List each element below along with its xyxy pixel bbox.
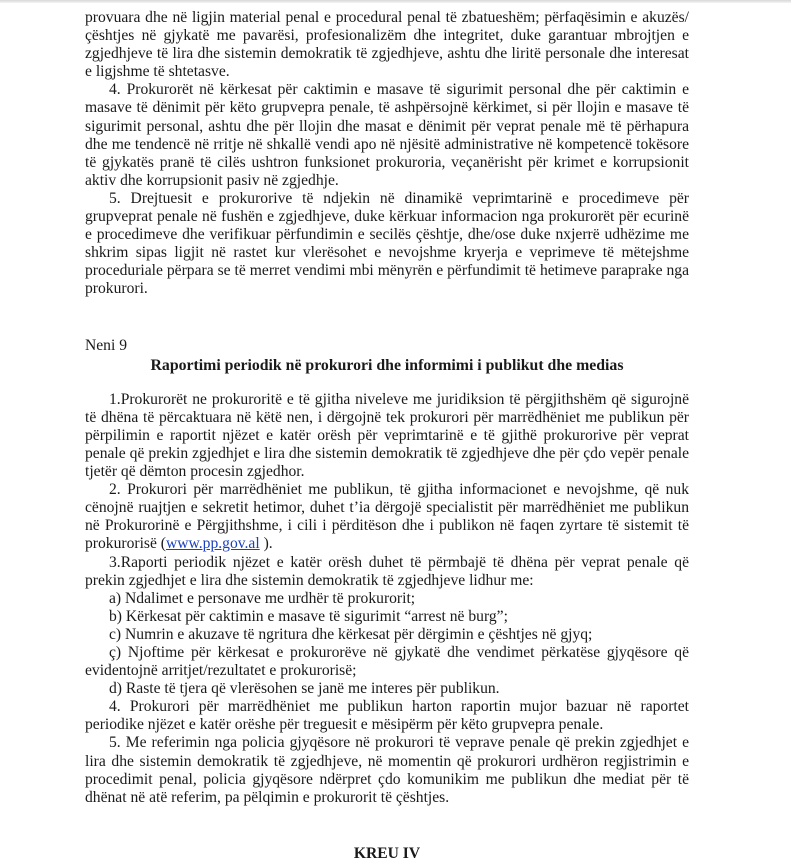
- document-page: [85, 9, 689, 863]
- chapter-heading: KREU IV: [353, 844, 421, 862]
- prev-article-point-5: 5. Drejtuesit e prokurorive të ndjekin në dinamikë veprimtarinë e procedimeve për grupveprat penale në fushën e zgjedhjeve, duke kërkuar informacion nga prokurorët për ecurinë e procedimeve dhe verifikuar përfundimin e secilës çështje, dhe/ose duke nxjerrë udhëzime me shkrim sipas ligjit në rastet kur vlerësohet e nevojshme kryerja e veprimeve të mëtejshme proceduriale përpara se të merret vendimi mbi mënyrën e përfundimit të hetimeve paraprake nga prokurori.: [85, 189, 689, 298]
- intro-paragraph: provuara dhe në ligjin material penal e procedural penal të zbatueshëm; përfaqësimin e akuzës/çështjes në gjykatë me pavarësi, profesionalizëm dhe integritet, duke garantuar mbrojtjen e zgjedhjeve të lira dhe sistemin demokratik të zgjedhjeve, ashtu dhe liritë personale dhe interesat e ligjshme të shtetasve.: [85, 9, 689, 81]
- viewer-top-edge: [0, 0, 791, 3]
- list-item-a: a) Ndalimet e personave me urdhër të prokurorit;: [109, 589, 416, 607]
- list-item-d: d) Raste të tjera që vlerësohen se janë me interes për publikun.: [109, 680, 500, 698]
- point-2-closing: ).: [259, 535, 273, 553]
- article-point-4: 4. Prokurori për marrëdhëniet me publikun harton raportin mujor bazuar në raportet periodike njëzet e katër orëshe për treguesit e mësipërm për këto grupvepra penale.: [85, 698, 689, 734]
- article-number: Neni 9: [85, 336, 128, 354]
- list-item-b: b) Kërkesat për caktimin e masave të sigurimit “arrest në burg”;: [109, 607, 508, 625]
- article-title: Raportimi periodik në prokurori dhe informimi i publikut dhe medias: [150, 356, 624, 374]
- list-item-c-cedilla: ç) Njoftime për kërkesat e prokurorëve në gjykatë dhe vendimet përkatëse gjyqësore që evidentojnë arritjet/rezultatet e prokurorisë;: [85, 644, 689, 680]
- article-point-3-intro: 3.Raporti periodik njëzet e katër orësh duhet të përmbajë të dhëna për veprat penale që prekin zgjedhjet e lira dhe sistemin demokratik të zgjedhjeve lidhur me:: [85, 553, 689, 589]
- prosecution-website-link[interactable]: www.pp.gov.al: [165, 535, 260, 553]
- prev-article-point-4: 4. Prokurorët në kërkesat për caktimin e masave të sigurimit personal dhe për caktimin e masave të dënimit për këto grupvepra penale, të ashpërsojnë kërkimet, si për llojin e masave të sigurimit personal, ashtu dhe për llojin dhe masat e dënimit për veprat penale më të përhapura dhe me tendencë në rritje në shkallë vendi apo në njësitë administrative në kompetencë tokësore të gjykatës pranë të cilës ushtron funksionet prokuroria, veçanërisht për krimet e korrupsionit aktiv dhe korrupsionit pasiv në zgjedhje.: [85, 81, 689, 189]
- article-point-1: 1.Prokurorët ne prokuroritë e të gjitha niveleve me juridiksion të përgjithshëm që sigurojnë të dhëna të përcaktuara në këtë nen, i dërgojnë tek prokurori për marrëdhëniet me publikun për përpilimin e raportit njëzet e katër orësh për veprimtarinë e të gjithë prokurorive për veprat penale që prekin zgjedhjet e lira dhe sistemin demokratik të zgjedhjeve dhe për çdo vepër penale tjetër që dëmton procesin zgjedhor.: [85, 390, 689, 481]
- list-item-c: c) Numrin e akuzave të ngritura dhe kërkesat për dërgimin e çështjes në gjyq;: [109, 625, 593, 643]
- point-2-text: 2. Prokurori për marrëdhëniet me publikun, të gjitha informacionet e nevojshme, që nuk cënojnë ruajtjen e sekretit hetimor, duhet t’ia dërgojë specialistit për marrëdhëniet me publikun në Prokurorinë e Përgjithshme, i cili i përditëson dhe i publikon në faqen zyrtare të sistemit të prokurorisë (: [85, 481, 689, 553]
- article-point-5: 5. Me referimin nga policia gjyqësore në prokurori të veprave penale që prekin zgjedhjet e lira dhe sistemin demokratik të zgjedhjeve, në momentin që prokurori urdhëron regjistrimin e procedimit penal, policia gjyqësore ndërpret çdo komunikim me publikun dhe mediat për të dhënat në atë referim, pa pëlqimin e prokurorit të çështjes.: [85, 734, 689, 806]
- article-point-2: [85, 481, 689, 553]
